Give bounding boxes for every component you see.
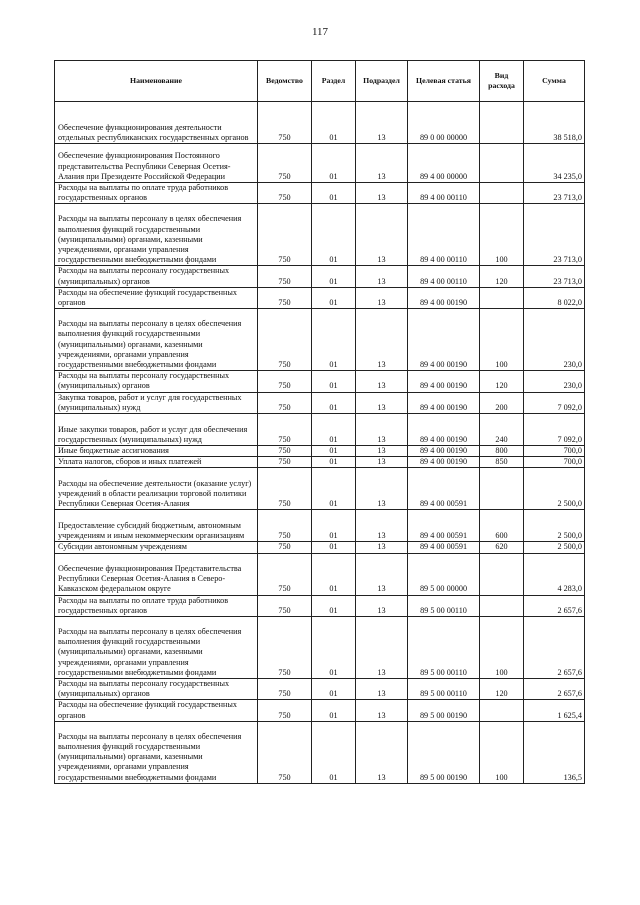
- cell-name: Предоставление субсидий бюджетным, автономным учреждениям и иным некоммерческим организациям: [55, 510, 258, 542]
- cell-amount: 2 657,6: [524, 595, 585, 616]
- header-target-article: Целевая статья: [408, 61, 480, 102]
- table-row: [55, 392, 585, 413]
- cell-section: 01: [312, 617, 356, 679]
- cell-target-article: 89 4 00 00110: [408, 266, 480, 287]
- cell-section: 01: [312, 204, 356, 266]
- cell-name: Расходы на выплаты персоналу государственных (муниципальных) органов: [55, 266, 258, 287]
- cell-name: Расходы на выплаты по оплате труда работников государственных органов: [55, 183, 258, 204]
- cell-expense-kind: 120: [480, 266, 524, 287]
- cell-subsection: 13: [356, 553, 408, 595]
- cell-department: 750: [258, 617, 312, 679]
- cell-target-article: 89 4 00 00591: [408, 542, 480, 553]
- cell-amount: 23 713,0: [524, 266, 585, 287]
- cell-section: 01: [312, 468, 356, 510]
- table-row: [55, 371, 585, 392]
- cell-expense-kind: 240: [480, 414, 524, 446]
- cell-amount: 23 713,0: [524, 183, 585, 204]
- cell-department: 750: [258, 266, 312, 287]
- cell-target-article: 89 4 00 00000: [408, 144, 480, 183]
- table-header-row: [55, 61, 585, 102]
- cell-expense-kind: 100: [480, 721, 524, 783]
- cell-expense-kind: 600: [480, 510, 524, 542]
- cell-expense-kind: 850: [480, 457, 524, 468]
- cell-subsection: 13: [356, 617, 408, 679]
- cell-name: Расходы на выплаты персоналу в целях обеспечения выполнения функций государственными (муниципальными) органами, казенными учреждениями, органами управления государственными внебюджетными фондами: [55, 309, 258, 371]
- cell-expense-kind: [480, 468, 524, 510]
- cell-section: 01: [312, 287, 356, 308]
- cell-name: Расходы на обеспечение функций государственных органов: [55, 287, 258, 308]
- cell-department: 750: [258, 553, 312, 595]
- page-number: 117: [311, 26, 329, 38]
- cell-name: Расходы на выплаты персоналу в целях обеспечения выполнения функций государственными (муниципальными) органами, казенными учреждениями, органами управления государственными внебюджетными фондами: [55, 721, 258, 783]
- table-row: [55, 617, 585, 679]
- table-row: [55, 309, 585, 371]
- header-section: Раздел: [312, 61, 356, 102]
- cell-target-article: 89 0 00 00000: [408, 102, 480, 144]
- cell-expense-kind: [480, 102, 524, 144]
- cell-section: 01: [312, 144, 356, 183]
- cell-department: 750: [258, 595, 312, 616]
- cell-section: 01: [312, 392, 356, 413]
- cell-name: Иные закупки товаров, работ и услуг для обеспечения государственных (муниципальных) нужд: [55, 414, 258, 446]
- cell-subsection: 13: [356, 679, 408, 700]
- cell-subsection: 13: [356, 266, 408, 287]
- table-row: [55, 102, 585, 144]
- cell-amount: 2 500,0: [524, 542, 585, 553]
- cell-target-article: 89 5 00 00110: [408, 595, 480, 616]
- cell-department: 750: [258, 510, 312, 542]
- cell-name: Иные бюджетные ассигнования: [55, 446, 258, 457]
- cell-subsection: 13: [356, 414, 408, 446]
- cell-name: Расходы на выплаты персоналу государственных (муниципальных) органов: [55, 371, 258, 392]
- table-row: [55, 446, 585, 457]
- table-row: [55, 553, 585, 595]
- cell-expense-kind: 100: [480, 309, 524, 371]
- cell-amount: 1 625,4: [524, 700, 585, 721]
- table-row: [55, 204, 585, 266]
- cell-name: Обеспечение функционирования Постоянного представительства Республики Северная Осетия-Алания при Президенте Российской Федерации: [55, 144, 258, 183]
- table-row: [55, 457, 585, 468]
- cell-expense-kind: 100: [480, 204, 524, 266]
- cell-section: 01: [312, 309, 356, 371]
- cell-section: 01: [312, 510, 356, 542]
- cell-department: 750: [258, 144, 312, 183]
- cell-subsection: 13: [356, 183, 408, 204]
- cell-expense-kind: [480, 144, 524, 183]
- cell-department: 750: [258, 309, 312, 371]
- cell-target-article: 89 4 00 00110: [408, 183, 480, 204]
- cell-subsection: 13: [356, 204, 408, 266]
- table-row: [55, 144, 585, 183]
- cell-amount: 38 518,0: [524, 102, 585, 144]
- cell-expense-kind: 800: [480, 446, 524, 457]
- cell-expense-kind: [480, 700, 524, 721]
- cell-name: Расходы на обеспечение деятельности (оказание услуг) учреждений в области реализации торговой политики Республики Северная Осетия-Алания: [55, 468, 258, 510]
- cell-target-article: 89 4 00 00190: [408, 457, 480, 468]
- cell-department: 750: [258, 679, 312, 700]
- cell-target-article: 89 4 00 00190: [408, 309, 480, 371]
- cell-amount: 2 500,0: [524, 468, 585, 510]
- cell-target-article: 89 5 00 00110: [408, 679, 480, 700]
- cell-expense-kind: 620: [480, 542, 524, 553]
- table-row: [55, 542, 585, 553]
- cell-section: 01: [312, 183, 356, 204]
- cell-name: Расходы на выплаты персоналу в целях обеспечения выполнения функций государственными (муниципальными) органами, казенными учреждениями, органами управления государственными внебюджетными фондами: [55, 204, 258, 266]
- cell-name: Закупка товаров, работ и услуг для государственных (муниципальных) нужд: [55, 392, 258, 413]
- table-row: [55, 287, 585, 308]
- cell-target-article: 89 4 00 00190: [408, 287, 480, 308]
- cell-subsection: 13: [356, 721, 408, 783]
- table-row: [55, 700, 585, 721]
- cell-department: 750: [258, 446, 312, 457]
- cell-amount: 700,0: [524, 446, 585, 457]
- cell-target-article: 89 4 00 00591: [408, 510, 480, 542]
- cell-department: 750: [258, 204, 312, 266]
- cell-subsection: 13: [356, 392, 408, 413]
- cell-target-article: 89 4 00 00190: [408, 446, 480, 457]
- header-department: Ведомство: [258, 61, 312, 102]
- cell-section: 01: [312, 414, 356, 446]
- cell-department: 750: [258, 183, 312, 204]
- header-name: Наименование: [55, 61, 258, 102]
- cell-expense-kind: [480, 553, 524, 595]
- cell-department: 750: [258, 542, 312, 553]
- header-expense-kind: Вид расхода: [480, 61, 524, 102]
- cell-target-article: 89 4 00 00190: [408, 371, 480, 392]
- cell-amount: 136,5: [524, 721, 585, 783]
- table-row: [55, 679, 585, 700]
- cell-department: 750: [258, 414, 312, 446]
- cell-department: 750: [258, 721, 312, 783]
- cell-department: 750: [258, 457, 312, 468]
- cell-amount: 7 092,0: [524, 414, 585, 446]
- header-amount: Сумма: [524, 61, 585, 102]
- header-subsection: Подраздел: [356, 61, 408, 102]
- cell-name: Обеспечение функционирования деятельности отдельных республиканских государственных органов: [55, 102, 258, 144]
- cell-target-article: 89 4 00 00110: [408, 204, 480, 266]
- cell-section: 01: [312, 446, 356, 457]
- cell-section: 01: [312, 553, 356, 595]
- cell-section: 01: [312, 371, 356, 392]
- cell-subsection: 13: [356, 371, 408, 392]
- cell-amount: 34 235,0: [524, 144, 585, 183]
- cell-subsection: 13: [356, 468, 408, 510]
- cell-name: Обеспечение функционирования Представительства Республики Северная Осетия-Алания в Северо-Кавказском федеральном округе: [55, 553, 258, 595]
- table-row: [55, 510, 585, 542]
- cell-target-article: 89 4 00 00190: [408, 392, 480, 413]
- cell-expense-kind: 120: [480, 371, 524, 392]
- cell-department: 750: [258, 287, 312, 308]
- cell-target-article: 89 5 00 00190: [408, 721, 480, 783]
- cell-subsection: 13: [356, 542, 408, 553]
- cell-subsection: 13: [356, 287, 408, 308]
- cell-amount: 230,0: [524, 309, 585, 371]
- cell-department: 750: [258, 700, 312, 721]
- cell-subsection: 13: [356, 144, 408, 183]
- cell-amount: 2 657,6: [524, 679, 585, 700]
- cell-subsection: 13: [356, 700, 408, 721]
- cell-section: 01: [312, 102, 356, 144]
- cell-section: 01: [312, 457, 356, 468]
- table-row: [55, 468, 585, 510]
- cell-expense-kind: [480, 183, 524, 204]
- cell-subsection: 13: [356, 309, 408, 371]
- cell-target-article: 89 4 00 00591: [408, 468, 480, 510]
- cell-section: 01: [312, 700, 356, 721]
- cell-target-article: 89 4 00 00190: [408, 414, 480, 446]
- cell-amount: 7 092,0: [524, 392, 585, 413]
- table-row: [55, 721, 585, 783]
- cell-subsection: 13: [356, 457, 408, 468]
- cell-name: Расходы на выплаты персоналу в целях обеспечения выполнения функций государственными (муниципальными) органами, казенными учреждениями, органами управления государственными внебюджетными фондами: [55, 617, 258, 679]
- cell-target-article: 89 5 00 00110: [408, 617, 480, 679]
- cell-subsection: 13: [356, 102, 408, 144]
- cell-department: 750: [258, 102, 312, 144]
- table-row: [55, 183, 585, 204]
- cell-amount: 700,0: [524, 457, 585, 468]
- cell-name: Уплата налогов, сборов и иных платежей: [55, 457, 258, 468]
- cell-section: 01: [312, 721, 356, 783]
- cell-expense-kind: 200: [480, 392, 524, 413]
- cell-amount: 230,0: [524, 371, 585, 392]
- table-row: [55, 266, 585, 287]
- cell-target-article: 89 5 00 00000: [408, 553, 480, 595]
- cell-amount: 8 022,0: [524, 287, 585, 308]
- cell-expense-kind: 120: [480, 679, 524, 700]
- cell-expense-kind: [480, 595, 524, 616]
- cell-department: 750: [258, 371, 312, 392]
- cell-section: 01: [312, 595, 356, 616]
- cell-name: Расходы на выплаты персоналу государственных (муниципальных) органов: [55, 679, 258, 700]
- cell-name: Расходы на обеспечение функций государственных органов: [55, 700, 258, 721]
- cell-subsection: 13: [356, 510, 408, 542]
- cell-section: 01: [312, 679, 356, 700]
- cell-name: Субсидии автономным учреждениям: [55, 542, 258, 553]
- budget-table: [54, 60, 585, 784]
- cell-subsection: 13: [356, 595, 408, 616]
- cell-amount: 4 283,0: [524, 553, 585, 595]
- cell-subsection: 13: [356, 446, 408, 457]
- cell-section: 01: [312, 266, 356, 287]
- cell-amount: 23 713,0: [524, 204, 585, 266]
- cell-department: 750: [258, 392, 312, 413]
- cell-section: 01: [312, 542, 356, 553]
- table-row: [55, 595, 585, 616]
- cell-department: 750: [258, 468, 312, 510]
- cell-expense-kind: 100: [480, 617, 524, 679]
- table-row: [55, 414, 585, 446]
- cell-target-article: 89 5 00 00190: [408, 700, 480, 721]
- cell-amount: 2 657,6: [524, 617, 585, 679]
- cell-name: Расходы на выплаты по оплате труда работников государственных органов: [55, 595, 258, 616]
- cell-expense-kind: [480, 287, 524, 308]
- cell-amount: 2 500,0: [524, 510, 585, 542]
- table-body: [55, 102, 585, 784]
